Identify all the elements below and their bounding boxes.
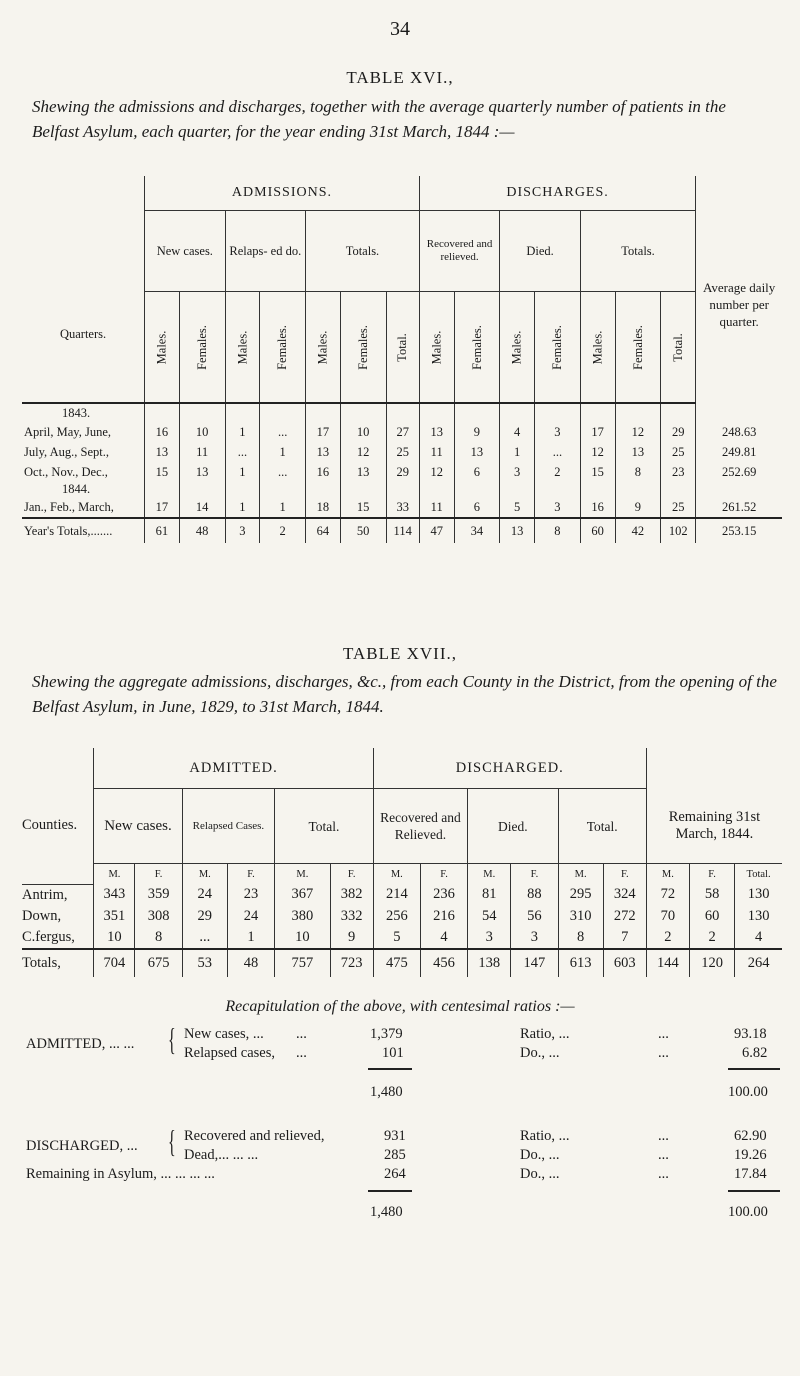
cell: 248.63 [696, 422, 782, 442]
cell: 13 [454, 442, 500, 462]
sum-rule [368, 1068, 412, 1070]
cell: 5 [500, 497, 535, 518]
remaining-header: Remaining 31st March, 1844. [646, 789, 782, 864]
col-males: Males. [590, 330, 605, 364]
col-males: Males. [429, 330, 444, 364]
col-f: F. [689, 864, 734, 885]
recap-sum2: 1,480 [370, 1204, 403, 1220]
cell: 1 [225, 422, 260, 442]
cell: 29 [182, 906, 227, 927]
total2-header: Total. [558, 789, 646, 864]
recap-ratio-label: Ratio, ... [520, 1026, 570, 1042]
cell: 4 [500, 422, 535, 442]
total-cell: 48 [227, 949, 274, 977]
county-label: Down, [22, 907, 62, 924]
cell: 1 [225, 497, 260, 518]
cell: 25 [661, 442, 696, 462]
dots: ... [658, 1128, 669, 1144]
recap-do2-label: Do., ... [520, 1147, 560, 1163]
col-f: F. [227, 864, 274, 885]
col-m: M. [94, 864, 135, 885]
sum-rule [728, 1190, 780, 1192]
totals-row [22, 949, 782, 977]
table-row [22, 462, 782, 482]
col-m: M. [468, 864, 511, 885]
cell: 16 [580, 497, 615, 518]
cell: 236 [420, 884, 467, 906]
totals2-header: Totals. [580, 211, 695, 292]
cell: 10 [275, 927, 330, 949]
total-cell: 138 [468, 949, 511, 977]
cell: 70 [646, 906, 689, 927]
cell: 16 [145, 422, 180, 442]
total-cell: 120 [689, 949, 734, 977]
total-cell: 114 [386, 518, 419, 543]
total-cell: 147 [511, 949, 558, 977]
recap-remaining-value: 264 [384, 1166, 406, 1182]
cell: 5 [373, 927, 420, 949]
cell: 13 [306, 442, 341, 462]
total-cell: 13 [500, 518, 535, 543]
recap-recovered-ratio: 62.90 [734, 1128, 767, 1144]
dots: ... [658, 1147, 669, 1163]
dots: ... [296, 1026, 307, 1042]
admitted-header: ADMITTED. [94, 748, 373, 789]
cell: 11 [419, 497, 454, 518]
col-f: F. [330, 864, 373, 885]
cell: 16 [306, 462, 341, 482]
cell: 10 [340, 422, 386, 442]
cell: 17 [145, 497, 180, 518]
col-males: Males. [509, 330, 524, 364]
totals-header: Totals. [306, 211, 420, 292]
recap-relapsed: Relapsed cases, [184, 1045, 275, 1061]
recap-ratio2-label: Ratio, ... [520, 1128, 570, 1144]
cell: 130 [735, 906, 782, 927]
col-females: Females. [469, 324, 484, 370]
cell: 13 [419, 422, 454, 442]
total-cell: 3 [225, 518, 260, 543]
cell: 12 [340, 442, 386, 462]
col-females: Females. [549, 324, 564, 370]
recap-do3-label: Do., ... [520, 1166, 560, 1182]
cell: 24 [227, 906, 274, 927]
col-total: Total. [670, 332, 685, 362]
cell: 249.81 [696, 442, 782, 462]
recap-discharged-label: DISCHARGED, ... [26, 1138, 138, 1154]
col-m: M. [182, 864, 227, 885]
col-females: Females. [275, 324, 290, 370]
total-cell: 675 [135, 949, 182, 977]
cell: 4 [735, 927, 782, 949]
recap-relapsed-value: 101 [382, 1045, 404, 1061]
total-cell: 264 [735, 949, 782, 977]
col-males: Males. [234, 330, 249, 364]
sum-rule [728, 1068, 780, 1070]
dots: ... [658, 1045, 669, 1061]
recap-recovered: Recovered and relieved, [184, 1128, 325, 1144]
cell: 8 [135, 927, 182, 949]
cell: 216 [420, 906, 467, 927]
died-header: Died. [468, 789, 558, 864]
page-number: 34 [390, 18, 410, 40]
total-cell: 47 [419, 518, 454, 543]
year-1843: 1843. [22, 403, 145, 422]
cell: 18 [306, 497, 341, 518]
table17-title: TABLE XVII., [342, 644, 458, 663]
total-cell: 253.15 [696, 518, 782, 543]
table16 [22, 176, 782, 543]
relapsed-header: Relaps- ed do. [225, 211, 305, 292]
cell: ... [225, 442, 260, 462]
brace: { [168, 1021, 176, 1057]
cell: 351 [94, 906, 135, 927]
table-row [22, 497, 782, 518]
quarter-label: Jan., Feb., March, [24, 499, 114, 514]
cell: 272 [603, 906, 646, 927]
total-cell: 723 [330, 949, 373, 977]
cell: 12 [419, 462, 454, 482]
recap-recovered-value: 931 [384, 1128, 406, 1144]
cell: 25 [386, 442, 419, 462]
cell: ... [535, 442, 581, 462]
total-cell: 60 [580, 518, 615, 543]
recovered-header: Recovered and Relieved. [373, 789, 467, 864]
sum-rule [368, 1190, 412, 1192]
total-cell: 64 [306, 518, 341, 543]
col-f: F. [511, 864, 558, 885]
totals-label: Year's Totals,....... [22, 518, 145, 543]
cell: 310 [558, 906, 603, 927]
total-cell: 757 [275, 949, 330, 977]
total-cell: 456 [420, 949, 467, 977]
table-row [22, 422, 782, 442]
recap-remaining: Remaining in Asylum, ... ... ... ... [26, 1166, 215, 1182]
cell: 10 [179, 422, 225, 442]
quarter-label: Oct., Nov., Dec., [24, 464, 108, 479]
cell: 10 [94, 927, 135, 949]
cell: 1 [227, 927, 274, 949]
county-label: C.fergus, [22, 928, 75, 945]
cell: 7 [603, 927, 646, 949]
cell: 72 [646, 884, 689, 906]
new-cases-header: New cases. [145, 211, 225, 292]
cell: 15 [580, 462, 615, 482]
cell: 8 [558, 927, 603, 949]
recap-do-label: Do., ... [520, 1045, 560, 1061]
cell: 13 [179, 462, 225, 482]
col-m: M. [373, 864, 420, 885]
col-total: Total. [395, 332, 410, 362]
died-header: Died. [500, 211, 580, 292]
cell: 6 [454, 497, 500, 518]
cell: 17 [580, 422, 615, 442]
average-header: Average daily number per quarter. [696, 176, 782, 403]
county-label: Antrim, [22, 886, 68, 903]
cell: 27 [386, 422, 419, 442]
cell: 3 [511, 927, 558, 949]
recap-dead-ratio: 19.26 [734, 1147, 767, 1163]
recap-new-value: 1,379 [370, 1026, 403, 1042]
cell: 324 [603, 884, 646, 906]
cell: 9 [615, 497, 661, 518]
cell: 261.52 [696, 497, 782, 518]
recap-title: Recapitulation of the above, with centesimal ratios :— [225, 998, 575, 1015]
col-females: Females. [355, 324, 370, 370]
total-cell: 475 [373, 949, 420, 977]
total-cell: 50 [340, 518, 386, 543]
recap-dead-value: 285 [384, 1147, 406, 1163]
cell: 13 [145, 442, 180, 462]
cell: 295 [558, 884, 603, 906]
brace: { [168, 1123, 176, 1159]
recap-pct1: 100.00 [728, 1084, 768, 1100]
cell: 252.69 [696, 462, 782, 482]
cell: 6 [454, 462, 500, 482]
total-cell: 613 [558, 949, 603, 977]
cell: 4 [420, 927, 467, 949]
col-f: F. [135, 864, 182, 885]
total-cell: 704 [94, 949, 135, 977]
cell: 29 [386, 462, 419, 482]
cell: 13 [615, 442, 661, 462]
total-cell: 48 [179, 518, 225, 543]
table-row [22, 442, 782, 462]
total-header: Total. [275, 789, 374, 864]
recap-sum1: 1,480 [370, 1084, 403, 1100]
recovered-header: Recovered and relieved. [419, 211, 499, 292]
quarter-label: July, Aug., Sept., [24, 444, 109, 459]
total-cell: 144 [646, 949, 689, 977]
table-row [22, 884, 782, 906]
cell: 13 [340, 462, 386, 482]
col-males: Males. [315, 330, 330, 364]
recap-admitted-label: ADMITTED, ... ... [26, 1036, 135, 1052]
cell: 214 [373, 884, 420, 906]
recap-pct2: 100.00 [728, 1204, 768, 1220]
col-m: M. [646, 864, 689, 885]
total-cell: 8 [535, 518, 581, 543]
cell: 3 [468, 927, 511, 949]
cell: 88 [511, 884, 558, 906]
cell: 14 [179, 497, 225, 518]
dots: ... [296, 1045, 307, 1061]
recap-new-ratio: 93.18 [734, 1026, 767, 1042]
year-1844: 1844. [62, 482, 91, 496]
table17-caption: Shewing the aggregate admissions, discharges, &c., from each County in the District, from the opening of the Belfast Asylum, in June, 1829, to 31st March, 1844. [32, 672, 777, 716]
table-row [22, 906, 782, 927]
col-males: Males. [154, 330, 169, 364]
dots: ... [658, 1026, 669, 1042]
cell: 23 [227, 884, 274, 906]
cell: 12 [615, 422, 661, 442]
cell: 9 [330, 927, 373, 949]
dots: ... [658, 1166, 669, 1182]
quarters-header: Quarters. [59, 326, 107, 341]
cell: ... [260, 422, 306, 442]
cell: 332 [330, 906, 373, 927]
cell: 11 [419, 442, 454, 462]
cell: ... [182, 927, 227, 949]
admissions-header: ADMISSIONS. [145, 176, 420, 211]
cell: 343 [94, 884, 135, 906]
cell: 23 [661, 462, 696, 482]
cell: 11 [179, 442, 225, 462]
recap-new-cases: New cases, ... [184, 1026, 264, 1042]
total-cell: 2 [260, 518, 306, 543]
cell: 367 [275, 884, 330, 906]
total-cell: 102 [661, 518, 696, 543]
col-f: F. [420, 864, 467, 885]
total-cell: 53 [182, 949, 227, 977]
total-cell: 34 [454, 518, 500, 543]
cell: 3 [500, 462, 535, 482]
cell: 15 [145, 462, 180, 482]
relapsed-header: Relapsed Cases. [182, 789, 274, 864]
col-females: Females. [630, 324, 645, 370]
col-m: M. [275, 864, 330, 885]
cell: 15 [340, 497, 386, 518]
cell: ... [260, 462, 306, 482]
table16-caption: Shewing the admissions and discharges, together with the average quarterly number of patients in the Belfast Asylum, each quarter, for the year ending 31st March, 1844 :— [32, 97, 726, 141]
cell: 81 [468, 884, 511, 906]
cell: 24 [182, 884, 227, 906]
discharged-header: DISCHARGED. [373, 748, 646, 789]
col-females: Females. [194, 324, 209, 370]
cell: 58 [689, 884, 734, 906]
total-cell: 603 [603, 949, 646, 977]
cell: 308 [135, 906, 182, 927]
cell: 9 [454, 422, 500, 442]
cell: 60 [689, 906, 734, 927]
cell: 17 [306, 422, 341, 442]
cell: 12 [580, 442, 615, 462]
col-f: F. [603, 864, 646, 885]
cell: 359 [135, 884, 182, 906]
cell: 2 [535, 462, 581, 482]
cell: 1 [260, 442, 306, 462]
cell: 2 [689, 927, 734, 949]
total-cell: 61 [145, 518, 180, 543]
total-cell: 42 [615, 518, 661, 543]
cell: 382 [330, 884, 373, 906]
cell: 56 [511, 906, 558, 927]
table16-title: TABLE XVI., [346, 68, 454, 87]
col-total: Total. [735, 864, 782, 885]
totals-row [22, 518, 782, 543]
cell: 8 [615, 462, 661, 482]
cell: 29 [661, 422, 696, 442]
table-row [22, 927, 782, 949]
col-m: M. [558, 864, 603, 885]
cell: 1 [500, 442, 535, 462]
cell: 33 [386, 497, 419, 518]
table17 [22, 748, 782, 977]
totals-label: Totals, [22, 949, 94, 977]
recap-relapsed-ratio: 6.82 [742, 1045, 768, 1061]
cell: 1 [260, 497, 306, 518]
cell: 380 [275, 906, 330, 927]
cell: 256 [373, 906, 420, 927]
cell: 25 [661, 497, 696, 518]
cell: 2 [646, 927, 689, 949]
new-cases-header: New cases. [94, 789, 182, 864]
cell: 130 [735, 884, 782, 906]
cell: 1 [225, 462, 260, 482]
quarter-label: April, May, June, [24, 424, 112, 439]
recap-remaining-ratio: 17.84 [734, 1166, 767, 1182]
cell: 3 [535, 422, 581, 442]
discharges-header: DISCHARGES. [419, 176, 695, 211]
recap-dead: Dead,... ... ... [184, 1147, 259, 1163]
counties-header: Counties. [22, 748, 94, 884]
cell: 54 [468, 906, 511, 927]
cell: 3 [535, 497, 581, 518]
